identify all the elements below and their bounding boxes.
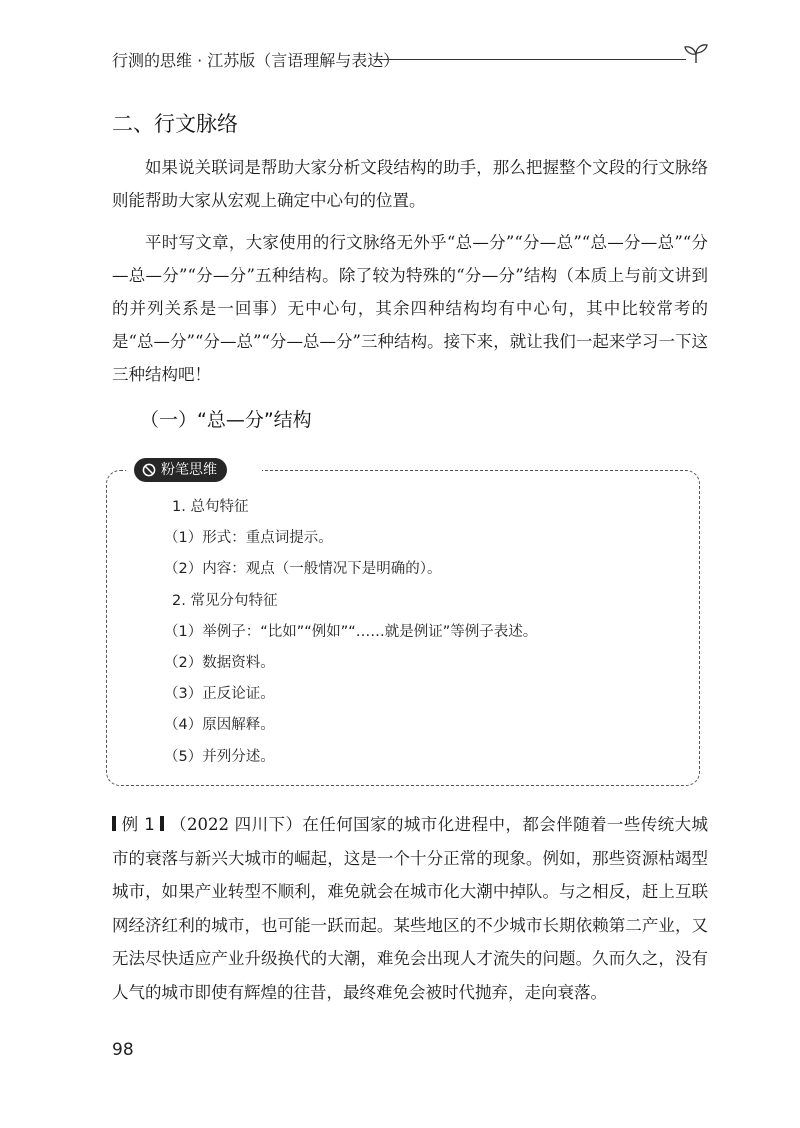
tip-line: （2）数据资料。 <box>164 654 275 671</box>
section-heading: 二、行文脉络 <box>112 112 238 136</box>
tip-line: （4）原因解释。 <box>164 717 275 734</box>
example-text: 在任何国家的城市化进程中，都会伴随着一些传统大城市的衰落与新兴大城市的崛起，这是一个十分正常的现象。例如，那些资源枯竭型城市，如果产业转型不顺利，难免就会在城市化大潮中掉队。与之相反，赶上互联网经济红利的城市，也可能一跃而起。某些地区的不少城市长期依赖第二产业，又无法尽快适应产业升级换代的大潮，难免会出现人才流失的问题。久而久之，没有人气的城市即使有辉煌的往昔，最终难免会被时代抛弃，走向衰落。 <box>112 815 709 1002</box>
tip-line: （5）并列分述。 <box>164 748 275 765</box>
header-rule <box>374 59 686 60</box>
page-number: 98 <box>112 1040 134 1060</box>
example-source: （2022 四川下） <box>170 815 303 834</box>
tip-line: 2. 常见分句特征 <box>172 592 278 609</box>
tip-line: （1）形式：重点词提示。 <box>164 530 333 547</box>
body-paragraph: 如果说关联词是帮助大家分析文段结构的助手，那么把握整个文段的行文脉络则能帮助大家从宏观上确定中心句的位置。 <box>112 158 708 210</box>
tip-line: （1）举例子：“比如”“例如”“……就是例证”等例子表述。 <box>164 623 538 640</box>
example-label-wrap <box>112 815 164 834</box>
running-header-title: 行测的思维 · 江苏版（言语理解与表达） <box>112 51 400 70</box>
label-bar-right <box>160 816 164 831</box>
tip-badge <box>134 458 227 482</box>
sprout-icon <box>684 42 708 64</box>
no-entry-icon <box>142 463 156 477</box>
tip-line: （2）内容：观点（一般情况下是明确的）。 <box>164 561 442 578</box>
tip-content <box>164 492 684 773</box>
tip-line: 1. 总句特征 <box>172 499 249 515</box>
running-header <box>112 44 712 72</box>
tip-line: （3）正反论证。 <box>164 686 275 703</box>
example-paragraph <box>112 808 708 1009</box>
tip-badge-label: 粉笔思维 <box>161 462 217 478</box>
subsection-heading: （一）“总—分”结构 <box>140 409 312 431</box>
label-bar-left <box>112 816 116 831</box>
example-label: 例 1 <box>121 815 155 834</box>
body-paragraph: 平时写文章，大家使用的行文脉络无外乎“总—分”“分—总”“总—分—总”“分—总—分”“分—分”五种结构。除了较为特殊的“分—分”结构（本质上与前文讲到的并列关系是一回事）无中心句，其余四种结构均有中心句，其中比较常考的是“总—分”“分—总”“分—总—分”三种结构。接下来，就让我们一起来学习一下这三种结构吧！ <box>112 233 708 384</box>
